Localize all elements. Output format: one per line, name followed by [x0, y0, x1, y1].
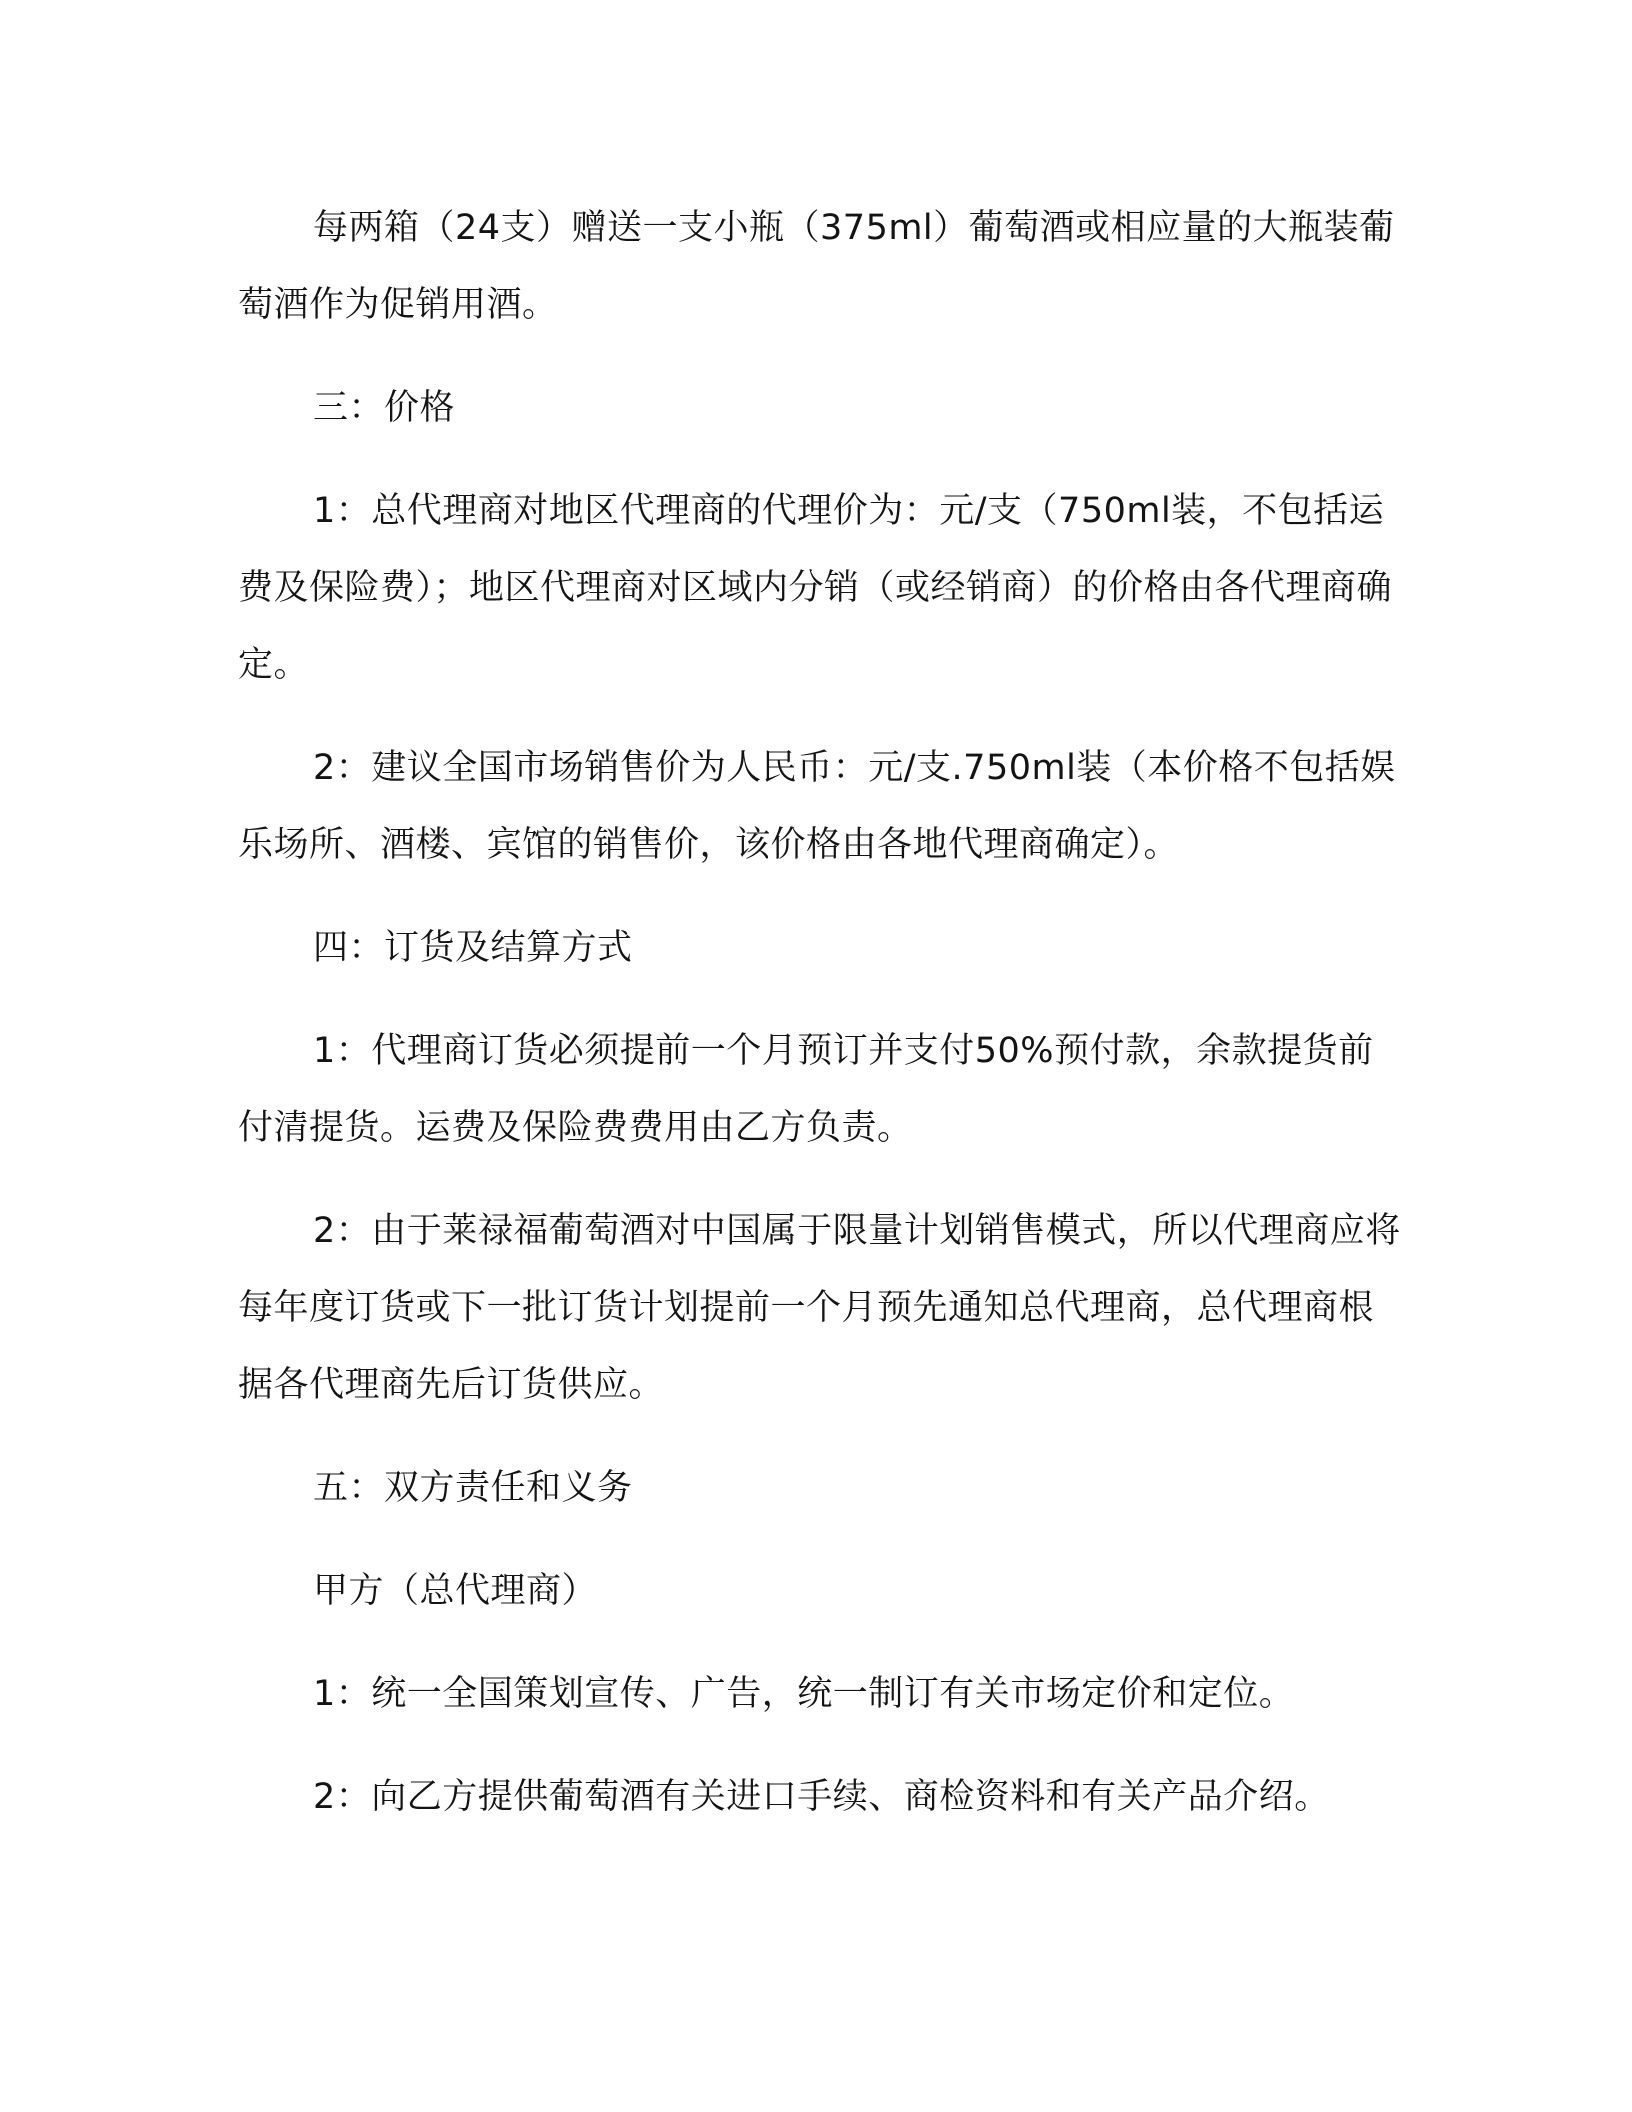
paragraph-ordering-1: 1：代理商订货必须提前一个月预订并支付50%预付款，余款提货前付清提货。运费及保险费费用由乙方负责。: [238, 1031, 1374, 1148]
paragraph-price-2: 2：建议全国市场销售价为人民币：元/支.750ml装（本价格不包括娱乐场所、酒楼、宾馆的销售价，该价格由各地代理商确定）。: [238, 748, 1396, 865]
paragraph-promo-wine: 每两箱（24支）赠送一支小瓶（375ml）葡萄酒或相应量的大瓶装葡萄酒作为促销用酒。: [238, 208, 1395, 325]
paragraph-party-a-1: 1：统一全国策划宣传、广告，统一制订有关市场定价和定位。: [313, 1674, 1295, 1714]
heading-party-a: 甲方（总代理商）: [313, 1571, 598, 1611]
heading-section-price: 三：价格: [313, 388, 456, 428]
paragraph-party-a-2: 2：向乙方提供葡萄酒有关进口手续、商检资料和有关产品介绍。: [313, 1777, 1330, 1817]
heading-section-ordering: 四：订货及结算方式: [313, 928, 633, 968]
paragraph-ordering-2: 2：由于莱禄福葡萄酒对中国属于限量计划销售模式，所以代理商应将每年度订货或下一批订货计划提前一个月预先通知总代理商，总代理商根据各代理商先后订货供应。: [238, 1211, 1401, 1405]
document-body: [238, 190, 1408, 1836]
paragraph-price-1: 1：总代理商对地区代理商的代理价为：元/支（750ml装，不包括运费及保险费）；地区代理商对区域内分销（或经销商）的价格由各代理商确定。: [238, 491, 1393, 685]
heading-section-duties: 五：双方责任和义务: [313, 1468, 633, 1508]
